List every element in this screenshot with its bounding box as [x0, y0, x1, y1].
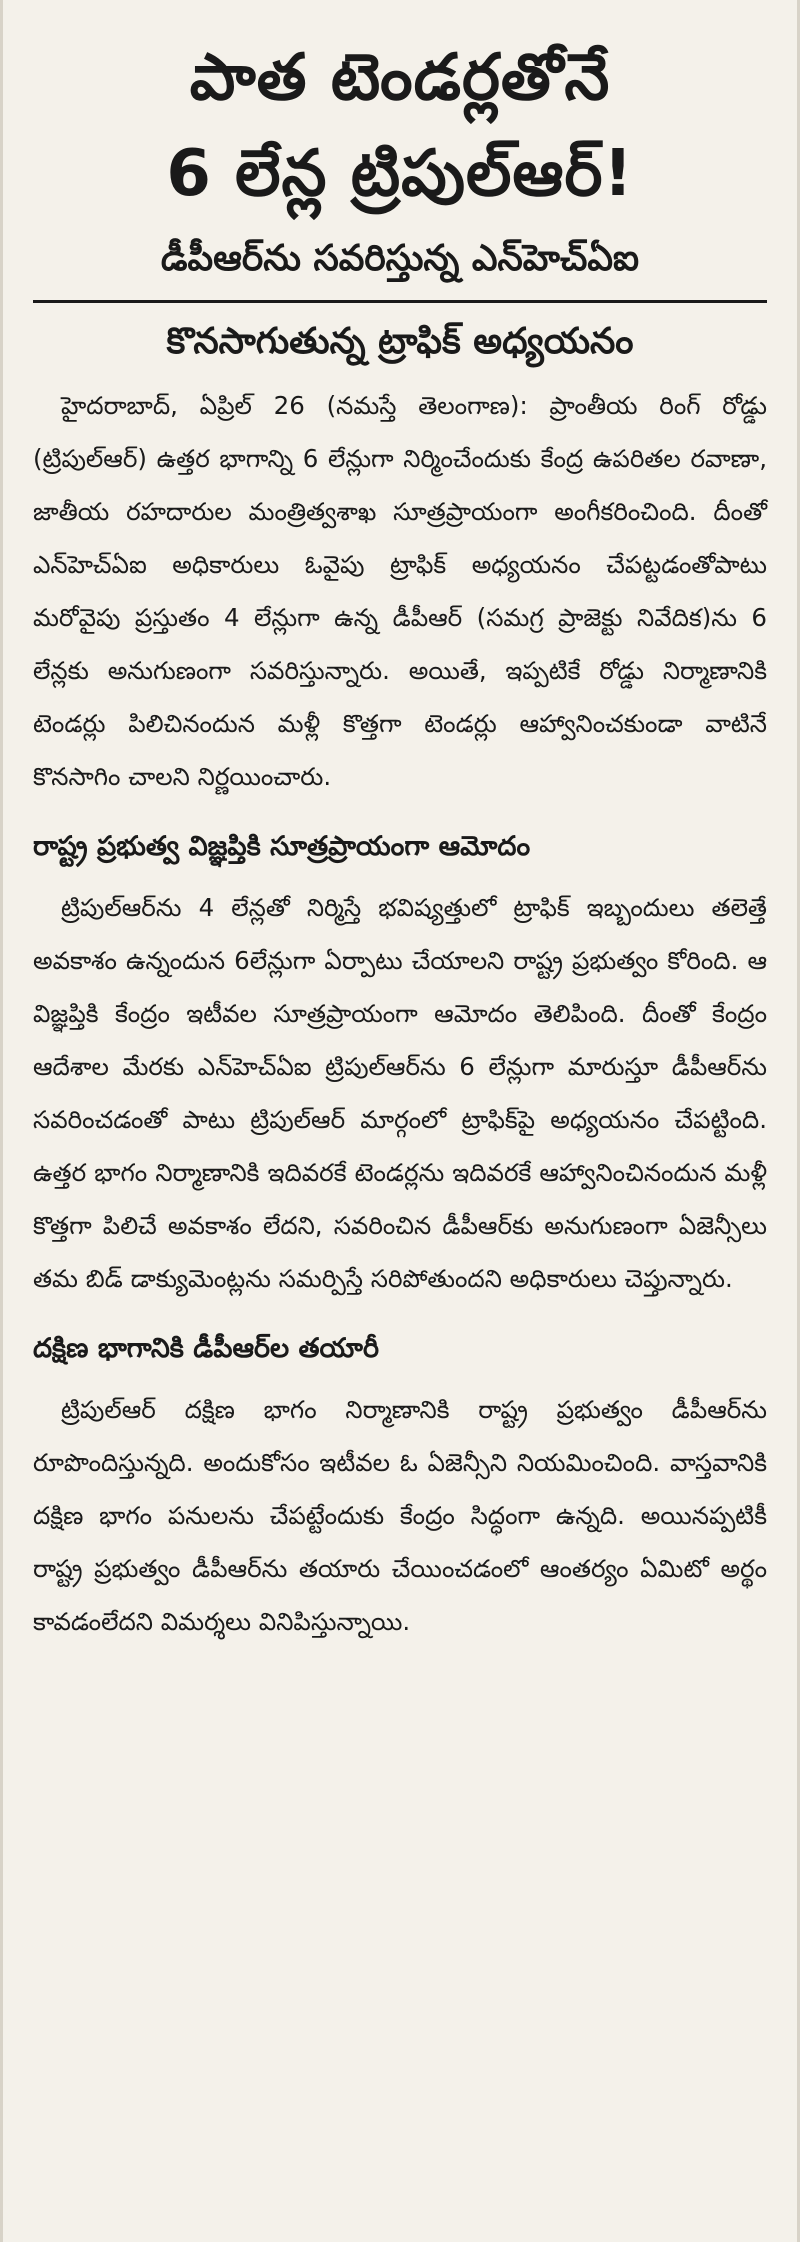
subheading-2: కొనసాగుతున్న ట్రాఫిక్ అధ్యయనం: [166, 321, 634, 362]
section-body-south-dpr-text: ట్రిపుల్‌ఆర్ దక్షిణ భాగం నిర్మాణానికి రాష్ట్ర ప్రభుత్వం డీపీఆర్‌ను రూపొందిస్తున్నది. అందుకోసం ఇటీవల ఓ ఏజెన్సీని నియమించింది. వాస్తవానికి దక్షిణ భాగం పనులను చేపట్టేందుకు కేంద్రం సిద్ధంగా ఉన్నది. అయినప్పటికీ రాష్ట్ర ప్రభుత్వం డీపీఆర్‌ను తయారు చేయించడంలో ఆంతర్యం ఏమిటో అర్థం కావడంలేదని విమర్శలు వినిపిస్తున్నాయి.: [33, 1395, 767, 1636]
dateline: హైదరాబాద్, ఏప్రిల్ 26 (నమస్తే తెలంగాణ):: [61, 391, 528, 420]
intro-paragraph: [33, 379, 767, 803]
subheading-1: డీపీఆర్‌ను సవరిస్తున్న ఎన్‌హెచ్‌ఏఐ: [33, 228, 767, 303]
section-heading-approval: రాష్ట్ర ప్రభుత్వ విజ్ఞప్తికి సూత్రప్రాయంగా ఆమోదం: [33, 831, 531, 862]
headline: [33, 30, 767, 222]
headline-line-2: 6 లేన్ల ట్రిపుల్‌ఆర్!: [166, 137, 634, 211]
intro-body: ప్రాంతీయ రింగ్ రోడ్డు (ట్రిపుల్‌ఆర్) ఉత్తర భాగాన్ని 6 లేన్లుగా నిర్మించేందుకు కేంద్ర ఉపరితల రవాణా, జాతీయ రహదారుల మంత్రిత్వశాఖ సూత్రప్రాయంగా అంగీకరించింది. దీంతో ఎన్‌హెచ్‌ఏఐ అధికారులు ఓవైపు ట్రాఫిక్ అధ్యయనం చేపట్టడంతోపాటు మరోవైపు ప్రస్తుతం 4 లేన్లుగా ఉన్న డీపీఆర్ (సమగ్ర ప్రాజెక్టు నివేదిక)ను 6 లేన్లకు అనుగుణంగా సవరిస్తున్నారు. అయితే, ఇప్పటికే రోడ్డు నిర్మాణానికి టెండర్లు పిలిచినందున మళ్లీ కొత్తగా టెండర్లు ఆహ్వానించకుండా వాటినే కొనసాగిం చాలని నిర్ణయించారు.: [33, 391, 767, 791]
section-body-south-dpr: [33, 1383, 767, 1648]
section-body-approval: [33, 881, 767, 1305]
section-body-approval-text: ట్రిపుల్‌ఆర్‌ను 4 లేన్లతో నిర్మిస్తే భవిష్యత్తులో ట్రాఫిక్ ఇబ్బందులు తలెత్తే అవకాశం ఉన్నందున 6లేన్లుగా ఏర్పాటు చేయాలని రాష్ట్ర ప్రభుత్వం కోరింది. ఆ విజ్ఞప్తికి కేంద్రం ఇటీవల సూత్రప్రాయంగా ఆమోదం తెలిపింది. దీంతో కేంద్రం ఆదేశాల మేరకు ఎన్‌హెచ్‌ఏఐ ట్రిపుల్‌ఆర్‌ను 6 లేన్లుగా మారుస్తూ డీపీఆర్‌ను సవరించడంతో పాటు ట్రిపుల్‌ఆర్ మార్గంలో ట్రాఫిక్‌పై అధ్యయనం చేపట్టింది. ఉత్తర భాగం నిర్మాణానికి ఇదివరకే టెండర్లను ఇదివరకే ఆహ్వానించినందున మళ్లీ కొత్తగా పిలిచే అవకాశం లేదని, సవరించిన డీపీఆర్‌కు అనుగుణంగా ఏజెన్సీలు తమ బిడ్ డాక్యుమెంట్లను సమర్పిస్తే సరిపోతుందని అధికారులు చెప్తున్నారు.: [33, 893, 767, 1293]
section-heading-south-dpr: దక్షిణ భాగానికి డీపీఆర్‌ల తయారీ: [33, 1333, 379, 1364]
headline-line-1: పాత టెండర్లతోనే: [189, 41, 611, 115]
